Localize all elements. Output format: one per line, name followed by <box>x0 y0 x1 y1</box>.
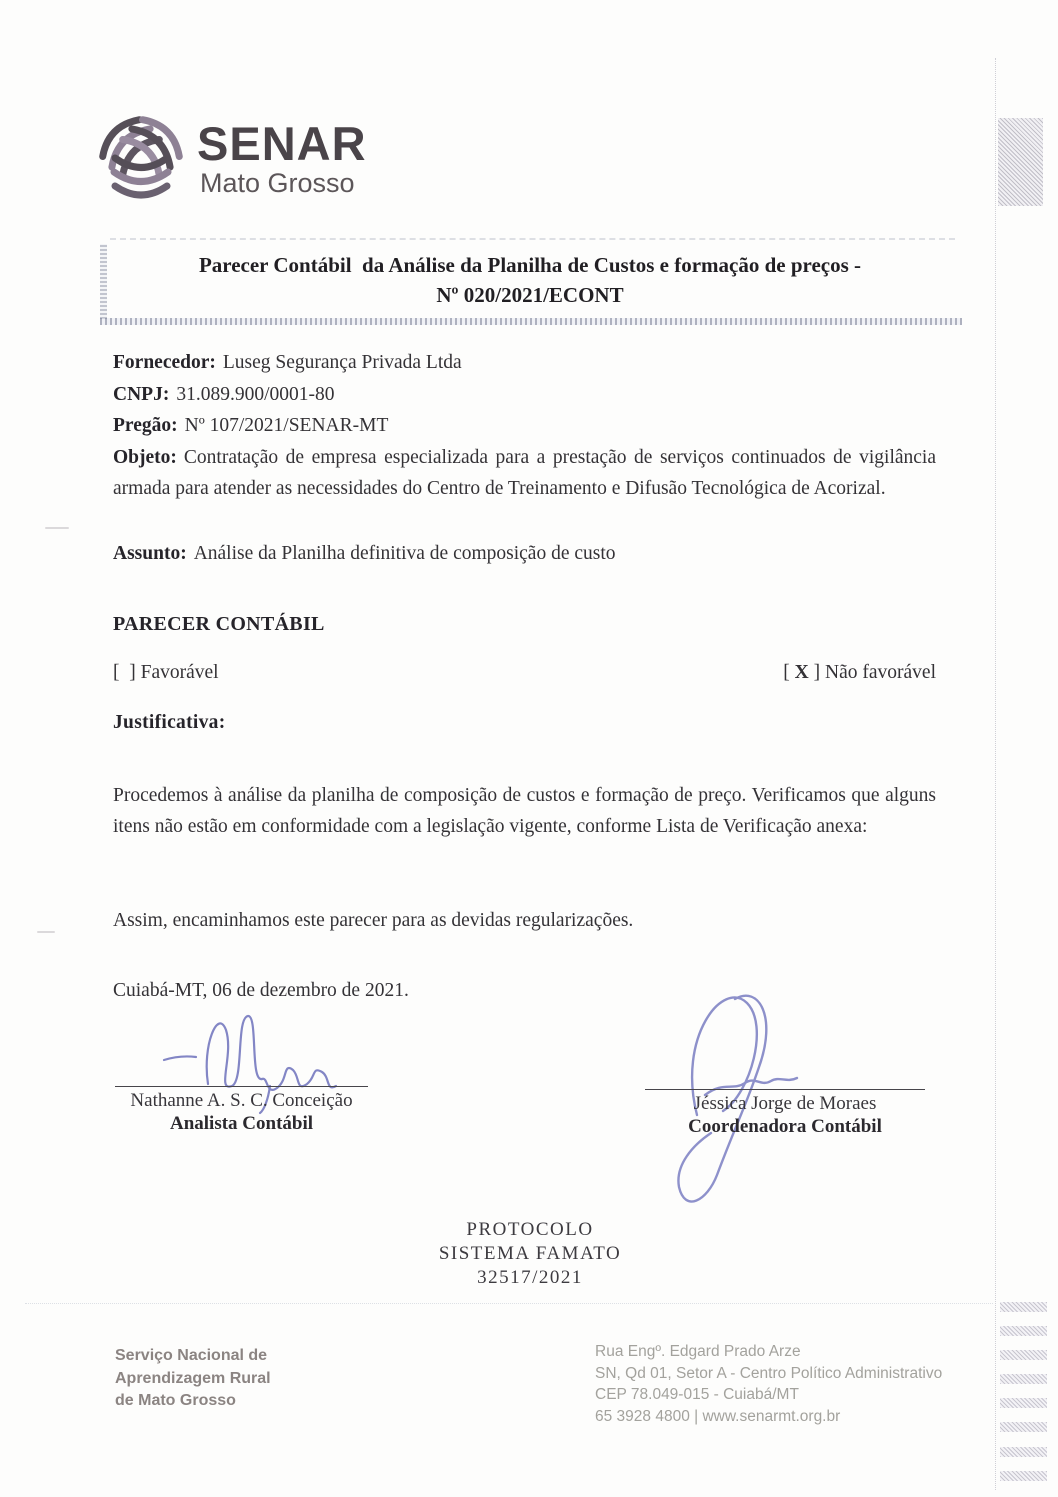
scan-artifact-bar <box>1000 1471 1047 1481</box>
signature-role-coordenadora: Coordenadora Contábil <box>688 1116 882 1137</box>
scan-smudge <box>37 931 55 933</box>
field-pregao <box>113 410 936 441</box>
protocol-line2: SISTEMA FAMATO <box>438 1243 622 1264</box>
scan-artifact-bar <box>1000 1326 1047 1336</box>
signature-role-analista: Analista Contábil <box>169 1113 314 1134</box>
title-box-top-border <box>110 238 955 240</box>
footer-address-line3: CEP 78.049-015 - Cuiabá/MT <box>595 1386 799 1403</box>
assunto-value: Análise da Planilha definitiva de composição de custo <box>193 543 616 564</box>
date-line: Cuiabá-MT, 06 de dezembro de 2021. <box>113 980 409 1001</box>
assunto-label: Assunto: <box>113 543 187 564</box>
scan-artifact-bar <box>1000 1302 1047 1312</box>
fornecedor-value: Luseg Segurança Privada Ltda <box>222 352 462 373</box>
signature-name-analista: Nathanne A. S. C. Conceição <box>130 1090 353 1111</box>
justificativa-label: Justificativa: <box>113 712 226 733</box>
scan-artifact-bar <box>1000 1374 1047 1384</box>
scan-artifact-bar <box>1000 1350 1047 1360</box>
footer-address-line1: Rua Engº. Edgard Prado Arze <box>595 1343 801 1360</box>
document-title-line2: Nº 020/2021/ECONT <box>436 283 624 307</box>
title-box-bottom-border <box>100 318 962 325</box>
logo-brand-text: SENAR <box>197 117 367 170</box>
footer-address-line4: 65 3928 4800 | www.senarmt.org.br <box>595 1407 841 1425</box>
scan-edge-line <box>995 58 997 1490</box>
checkbox-nao-favoravel <box>783 662 936 684</box>
footer-organization <box>115 1345 271 1413</box>
signature-line-analista <box>115 1086 368 1087</box>
cnpj-label: CNPJ: <box>113 384 170 405</box>
scan-artifact-bar <box>1000 1422 1047 1432</box>
pregao-value: Nº 107/2021/SENAR-MT <box>184 415 389 436</box>
scan-artifact-bar <box>1000 1447 1047 1457</box>
scan-artifact-block <box>998 118 1043 206</box>
fornecedor-label: Fornecedor: <box>113 352 216 373</box>
favoravel-label: Favorável <box>140 662 219 683</box>
closing-paragraph: Assim, encaminhamos este parecer para as devidas regularizações. <box>113 910 634 931</box>
field-assunto <box>113 538 936 569</box>
parecer-heading: PARECER CONTÁBIL <box>113 613 325 635</box>
justification-paragraph: Procedemos à análise da planilha de composição de custos e formação de preço. Verificamos que alguns itens não estão em conformidade com a legislação vigente, conforme Lista de Verificação anexa: <box>113 785 936 837</box>
scan-smudge <box>45 527 69 529</box>
footer-address <box>595 1341 942 1427</box>
scan-artifact-bar <box>1000 1398 1047 1408</box>
senar-logo-icon <box>93 110 189 211</box>
footer-org-line3: de Mato Grosso <box>115 1392 236 1409</box>
signature-name-coordenadora: Jéssica Jorge de Moraes <box>693 1093 877 1114</box>
footer-org-line2: Aprendizagem Rural <box>115 1369 271 1387</box>
nao-favoravel-label: Não favorável <box>825 662 936 683</box>
document-title-line1: Parecer Contábil da Análise da Planilha de Custos e formação de preços - <box>198 253 862 277</box>
checkbox-favoravel <box>113 662 219 684</box>
footer-separator-line <box>25 1303 993 1305</box>
pregao-label: Pregão: <box>113 415 178 436</box>
favoravel-box: [ ] <box>113 662 136 683</box>
footer-address-line2: SN, Qd 01, Setor A - Centro Político Administrativo <box>595 1364 943 1382</box>
nao-favoravel-open-bracket: [ <box>783 662 795 683</box>
signature-line-coordenadora <box>645 1089 925 1090</box>
field-cnpj <box>113 379 936 410</box>
field-objeto <box>113 442 936 504</box>
objeto-value: Contratação de empresa especializada para a prestação de serviços continuados de vigilância armada para atender as necessidades do Centro de Treinamento e Difusão Tecnológica de Acorizal. <box>113 447 936 499</box>
logo-region-text: Mato Grosso <box>200 168 355 198</box>
protocol-number: 32517/2021 <box>477 1267 583 1288</box>
nao-favoravel-x-mark: X <box>794 662 809 683</box>
document-title-box <box>100 241 960 323</box>
protocol-line1: PROTOCOLO <box>466 1219 594 1240</box>
nao-favoravel-close-bracket: ] <box>808 662 821 683</box>
footer-org-line1: Serviço Nacional de <box>115 1347 268 1364</box>
objeto-label: Objeto: <box>113 447 177 468</box>
protocol-stamp <box>380 1218 680 1290</box>
cnpj-value: 31.089.900/0001-80 <box>176 384 335 405</box>
field-fornecedor <box>113 347 936 378</box>
opinion-checkboxes <box>113 662 936 684</box>
